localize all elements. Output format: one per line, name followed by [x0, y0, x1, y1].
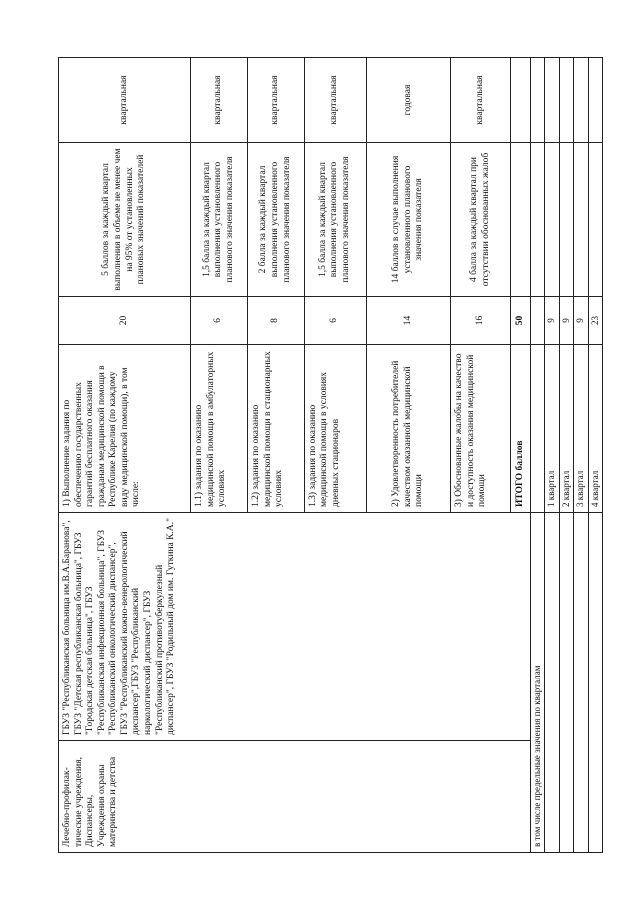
rotated-table-wrapper: [58, 58, 603, 853]
quarter-row: [530, 58, 544, 853]
criterion-period: квартальная: [59, 58, 191, 143]
quarter-row: [588, 58, 603, 853]
criterion-points: 14: [366, 297, 451, 345]
empty-cell: [559, 143, 573, 297]
empty-cell: [574, 58, 588, 143]
quarter-label: 2 квартал: [559, 345, 573, 513]
criteria-table: [58, 57, 603, 853]
empty-cell: [511, 143, 531, 297]
criterion-name: 2) Удовлетворенность потребителей качеством оказанной медицинской помощи: [366, 345, 451, 513]
quarter-points: 9: [559, 297, 573, 345]
criterion-rule: 1,5 балла за каждый квартал выполнения установленного планового значения показателя: [191, 143, 248, 297]
criterion-period: квартальная: [304, 58, 366, 143]
empty-cell: [574, 513, 588, 853]
criterion-period: годовая: [366, 58, 451, 143]
criterion-period: квартальная: [247, 58, 304, 143]
criterion-points: 8: [247, 297, 304, 345]
table-row: [59, 58, 191, 853]
criterion-period: квартальная: [191, 58, 248, 143]
criterion-points: 6: [304, 297, 366, 345]
empty-cell: [588, 58, 603, 143]
empty-cell: [588, 143, 603, 297]
criterion-rule: 1,5 балла за каждый квартал выполнения установленного планового значения показателя: [304, 143, 366, 297]
criterion-points: 20: [59, 297, 191, 345]
criterion-rule: 2 балла за каждый квартал выполнения установленного планового значения показателя: [247, 143, 304, 297]
criterion-name: 3) Обоснованные жалобы на качество и доступность оказания медицинской помощи: [451, 345, 511, 513]
criterion-name: 1.3) задания по оказанию медицинской помощи в условиях дневных стационаров: [304, 345, 366, 513]
institution-type-cell: Лечебно-профилак-тические учреждения, Диспансеры, Учреждения охраны материнства и детства: [59, 741, 531, 853]
empty-cell: [545, 143, 559, 297]
quarter-points: 9: [574, 297, 588, 345]
empty-cell: [545, 513, 559, 853]
empty-cell: [559, 58, 573, 143]
quarterly-label: в том числе предельные значения по кварталам: [530, 513, 544, 853]
criterion-name: 1.2) задания по оказанию медицинской помощи в стационарных условиях: [247, 345, 304, 513]
total-points: 50: [511, 297, 531, 345]
criterion-points: 6: [191, 297, 248, 345]
quarter-points: 23: [588, 297, 603, 345]
quarter-label: 4 квартал: [588, 345, 603, 513]
empty-cell: [530, 58, 544, 143]
quarter-row: [559, 58, 573, 853]
quarter-row: [574, 58, 588, 853]
criterion-rule: 4 балла за каждый квартал при отсутствии обоснованных жалоб: [451, 143, 511, 297]
empty-cell: [545, 58, 559, 143]
empty-cell: [530, 297, 544, 345]
empty-cell: [511, 58, 531, 143]
criterion-rule: 14 баллов в случае выполнения установленного планового значения показателя: [366, 143, 451, 297]
empty-cell: [588, 513, 603, 853]
empty-cell: [530, 345, 544, 513]
criterion-name: 1) Выполнение задания по обеспечению государственных гарантий бесплатного оказания гражданам медицинской помощи в Республике Карелия (по каждому виду медицинской помощи), в том числе:: [59, 345, 191, 513]
quarter-row: [545, 58, 559, 853]
criterion-rule: 5 баллов за каждый квартал выполнения в объеме не менее чем на 95% от установленных плановых значений показателей: [59, 143, 191, 297]
quarter-points: 9: [545, 297, 559, 345]
criterion-points: 16: [451, 297, 511, 345]
total-label: ИТОГО баллов: [511, 345, 531, 513]
empty-cell: [574, 143, 588, 297]
criterion-period: квартальная: [451, 58, 511, 143]
institutions-cell: ГБУЗ "Республиканская больница им.В.А.Баранова", ГБУЗ "Детская республиканская больница", ГБУЗ "Городская детская больница", ГБУЗ "Республиканская инфекционная больница", ГБУЗ "Республиканский онкологический диспансер", ГБУЗ "Республиканский кожно-венерологический диспансер",ГБУЗ "Республиканский наркологический диспансер", ГБУЗ "Республиканский противотуберкулезный диспансер", ГБУЗ "Родильный дом им. Гуткина К.А.": [59, 513, 531, 741]
empty-cell: [559, 513, 573, 853]
quarter-label: 3 квартал: [574, 345, 588, 513]
quarter-label: 1 квартал: [545, 345, 559, 513]
criterion-name: 1.1) задания по оказанию медицинской помощи в амбулаторных условиях: [191, 345, 248, 513]
empty-cell: [530, 143, 544, 297]
